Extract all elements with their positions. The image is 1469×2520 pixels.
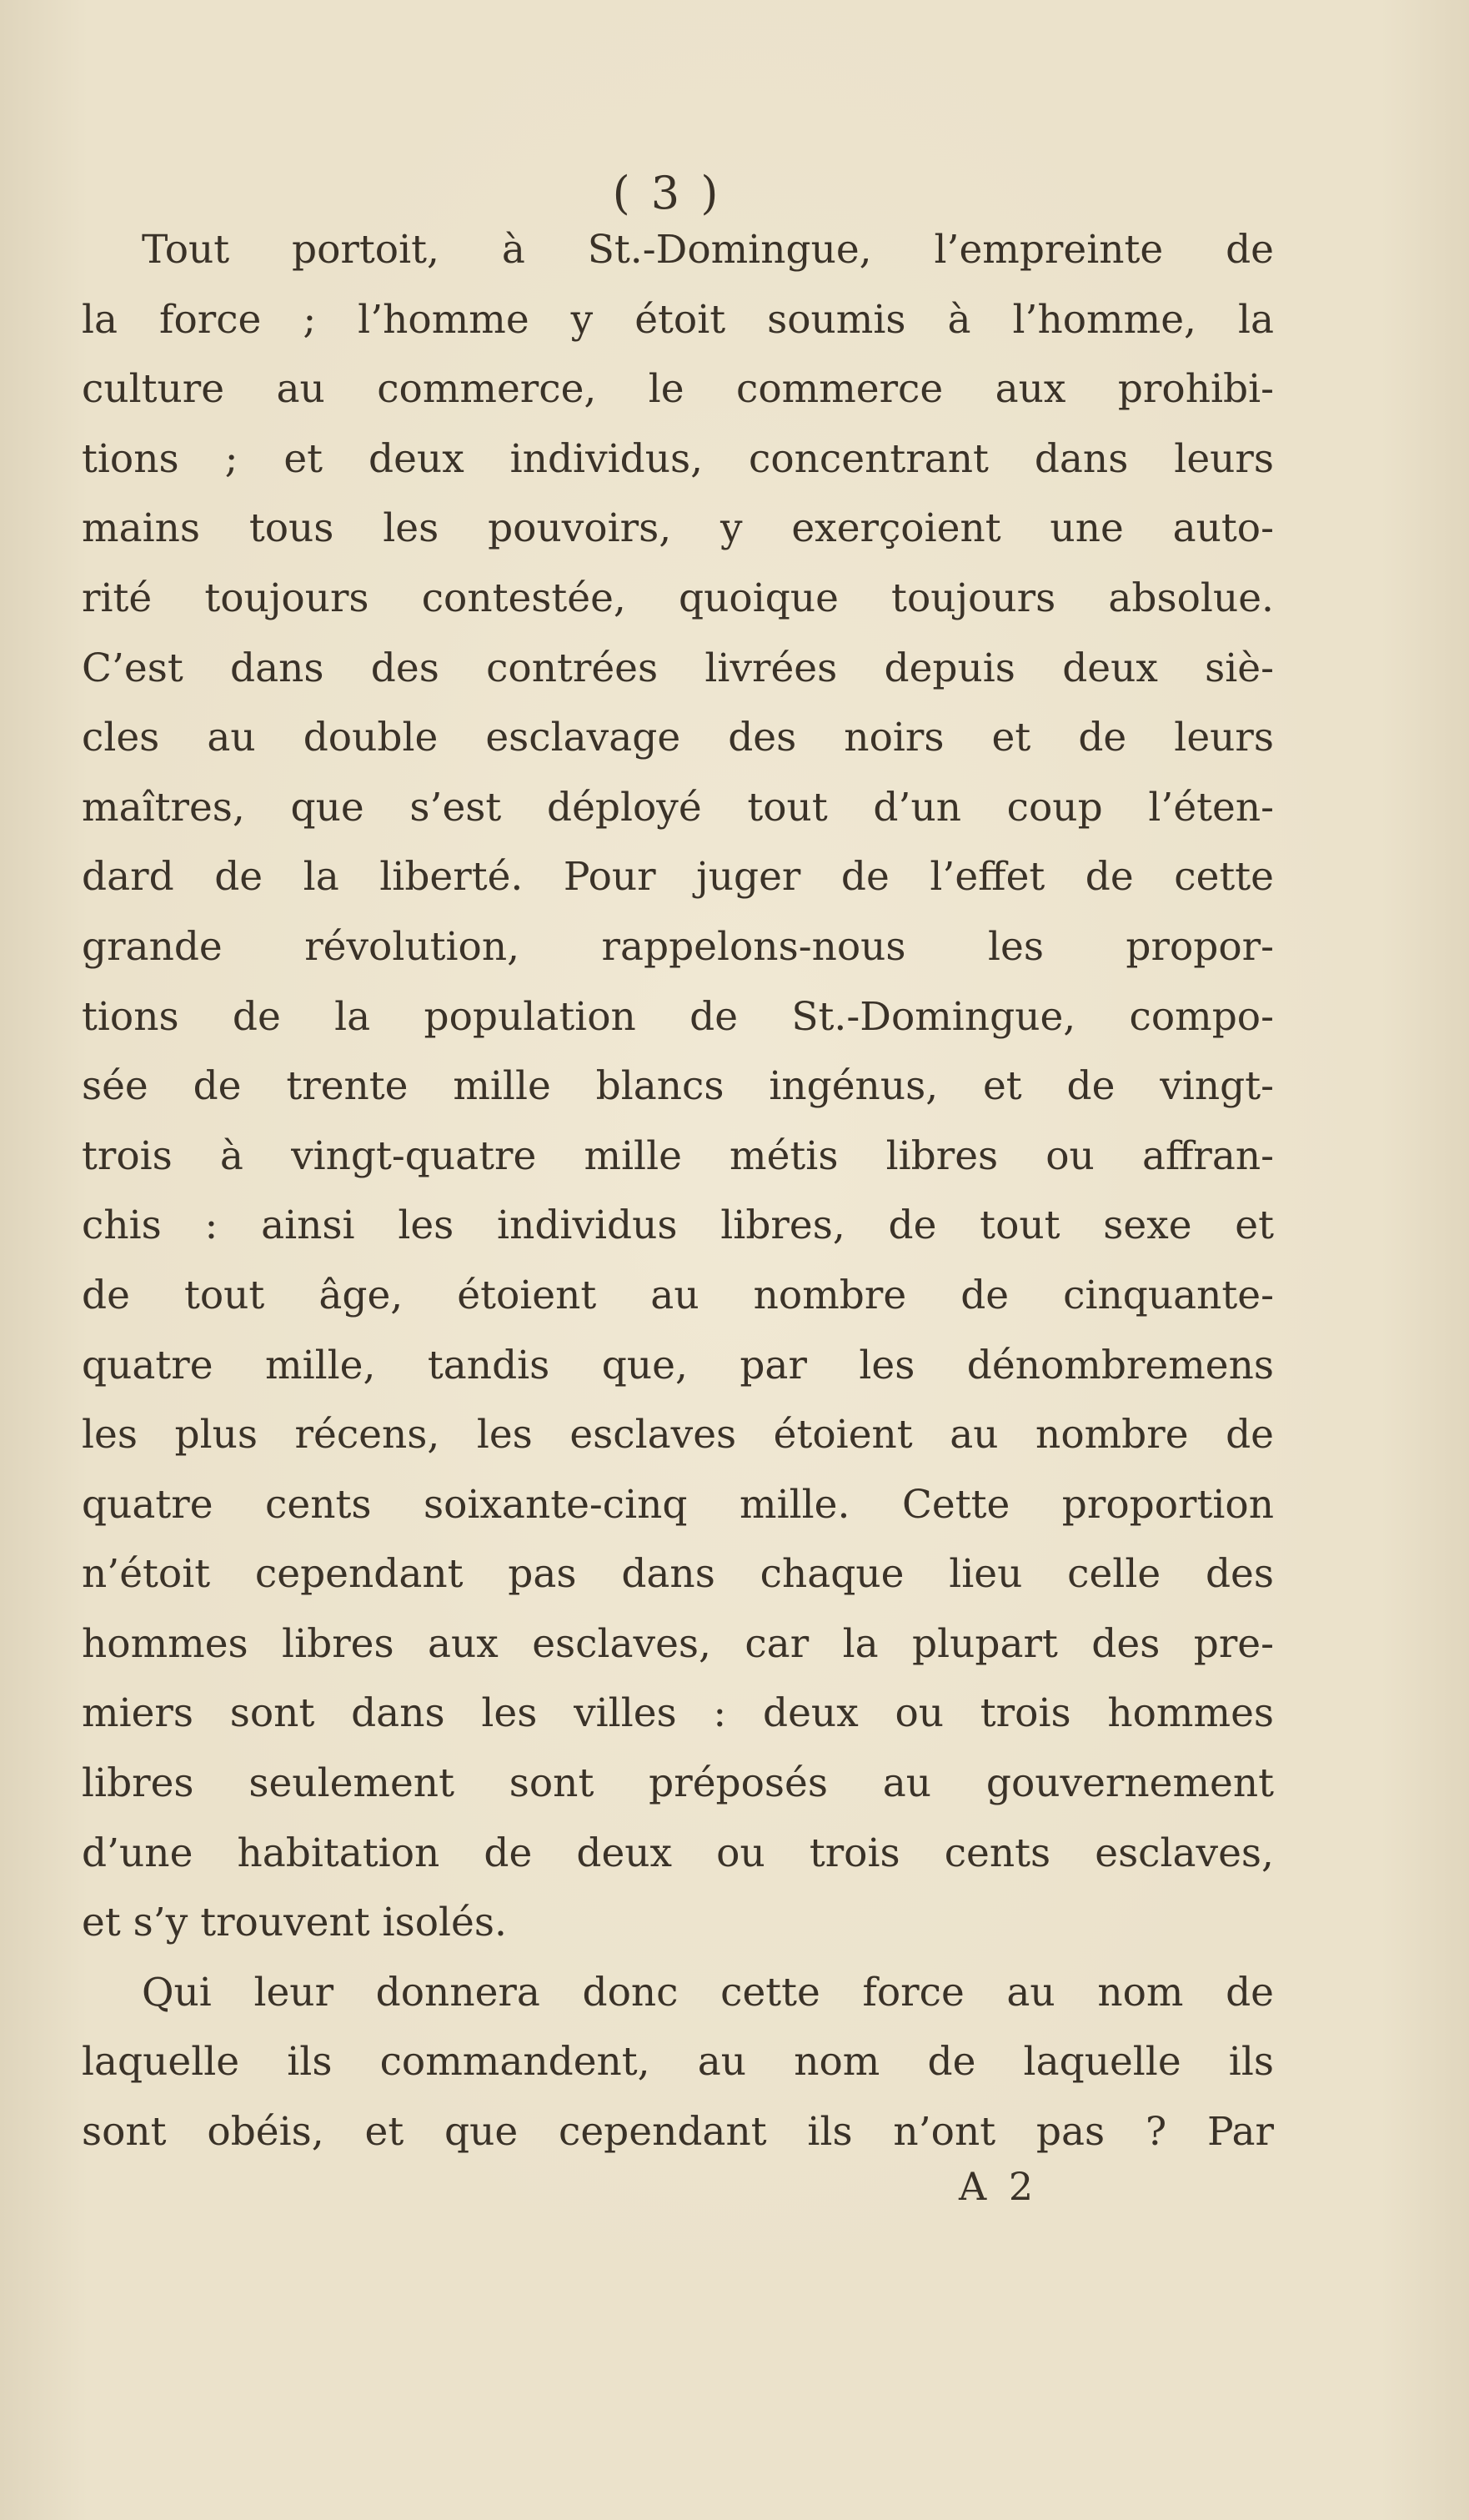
text-line: C’est dans des contrées livrées depuis deux siè- [82,645,1274,691]
text-line: laquelle ils commandent, au nom de laquelle ils [82,2039,1274,2086]
text-line: la force ; l’homme y étoit soumis à l’homme, la [82,296,1274,343]
text-line: culture au commerce, le commerce aux prohibi- [82,366,1274,413]
text-line: sont obéis, et que cependant ils n’ont pas ? Par [82,2109,1274,2156]
text-line: miers sont dans les villes : deux ou trois hommes [82,1690,1274,1737]
text-line: cles au double esclavage des noirs et de leurs [82,715,1274,761]
text-line: de tout âge, étoient au nombre de cinquante- [82,1272,1274,1318]
text-line: libres seulement sont préposés au gouvernement [82,1760,1274,1807]
body-text [82,215,1274,2167]
text-line: rité toujours contestée, quoique toujours absolue. [82,575,1274,621]
text-line: n’étoit cependant pas dans chaque lieu celle des [82,1551,1274,1598]
text-line: hommes libres aux esclaves, car la plupart des pre- [82,1620,1274,1667]
text-line: Qui leur donnera donc cette force au nom de [142,1969,1274,2015]
text-line: et s’y trouvent isolés. [82,1900,507,1946]
text-line: d’une habitation de deux ou trois cents esclaves, [82,1830,1274,1876]
text-line: maîtres, que s’est déployé tout d’un coup l’éten- [82,784,1274,831]
page-number: ( 3 ) [612,167,722,219]
text-line: sée de trente mille blancs ingénus, et de vingt- [82,1063,1274,1110]
text-line: trois à vingt-quatre mille métis libres ou affran- [82,1132,1274,1179]
text-line: grande révolution, rappelons-nous les propor- [82,923,1274,970]
signature-mark: A 2 [959,2164,1039,2209]
text-line: tions de la population de St.-Domingue, compo- [82,993,1274,1040]
text-line: tions ; et deux individus, concentrant dans leurs [82,435,1274,482]
text-line: quatre mille, tandis que, par les dénombremens [82,1342,1274,1388]
text-line: Tout portoit, à St.-Domingue, l’empreinte de [142,227,1274,273]
text-line: quatre cents soixante-cinq mille. Cette proportion [82,1481,1274,1528]
text-line: les plus récens, les esclaves étoient au nombre de [82,1412,1274,1458]
text-line: chis : ainsi les individus libres, de tout sexe et [82,1202,1274,1249]
text-line: mains tous les pouvoirs, y exerçoient une auto- [82,505,1274,552]
text-line: dard de la liberté. Pour juger de l’effet de cette [82,854,1274,901]
